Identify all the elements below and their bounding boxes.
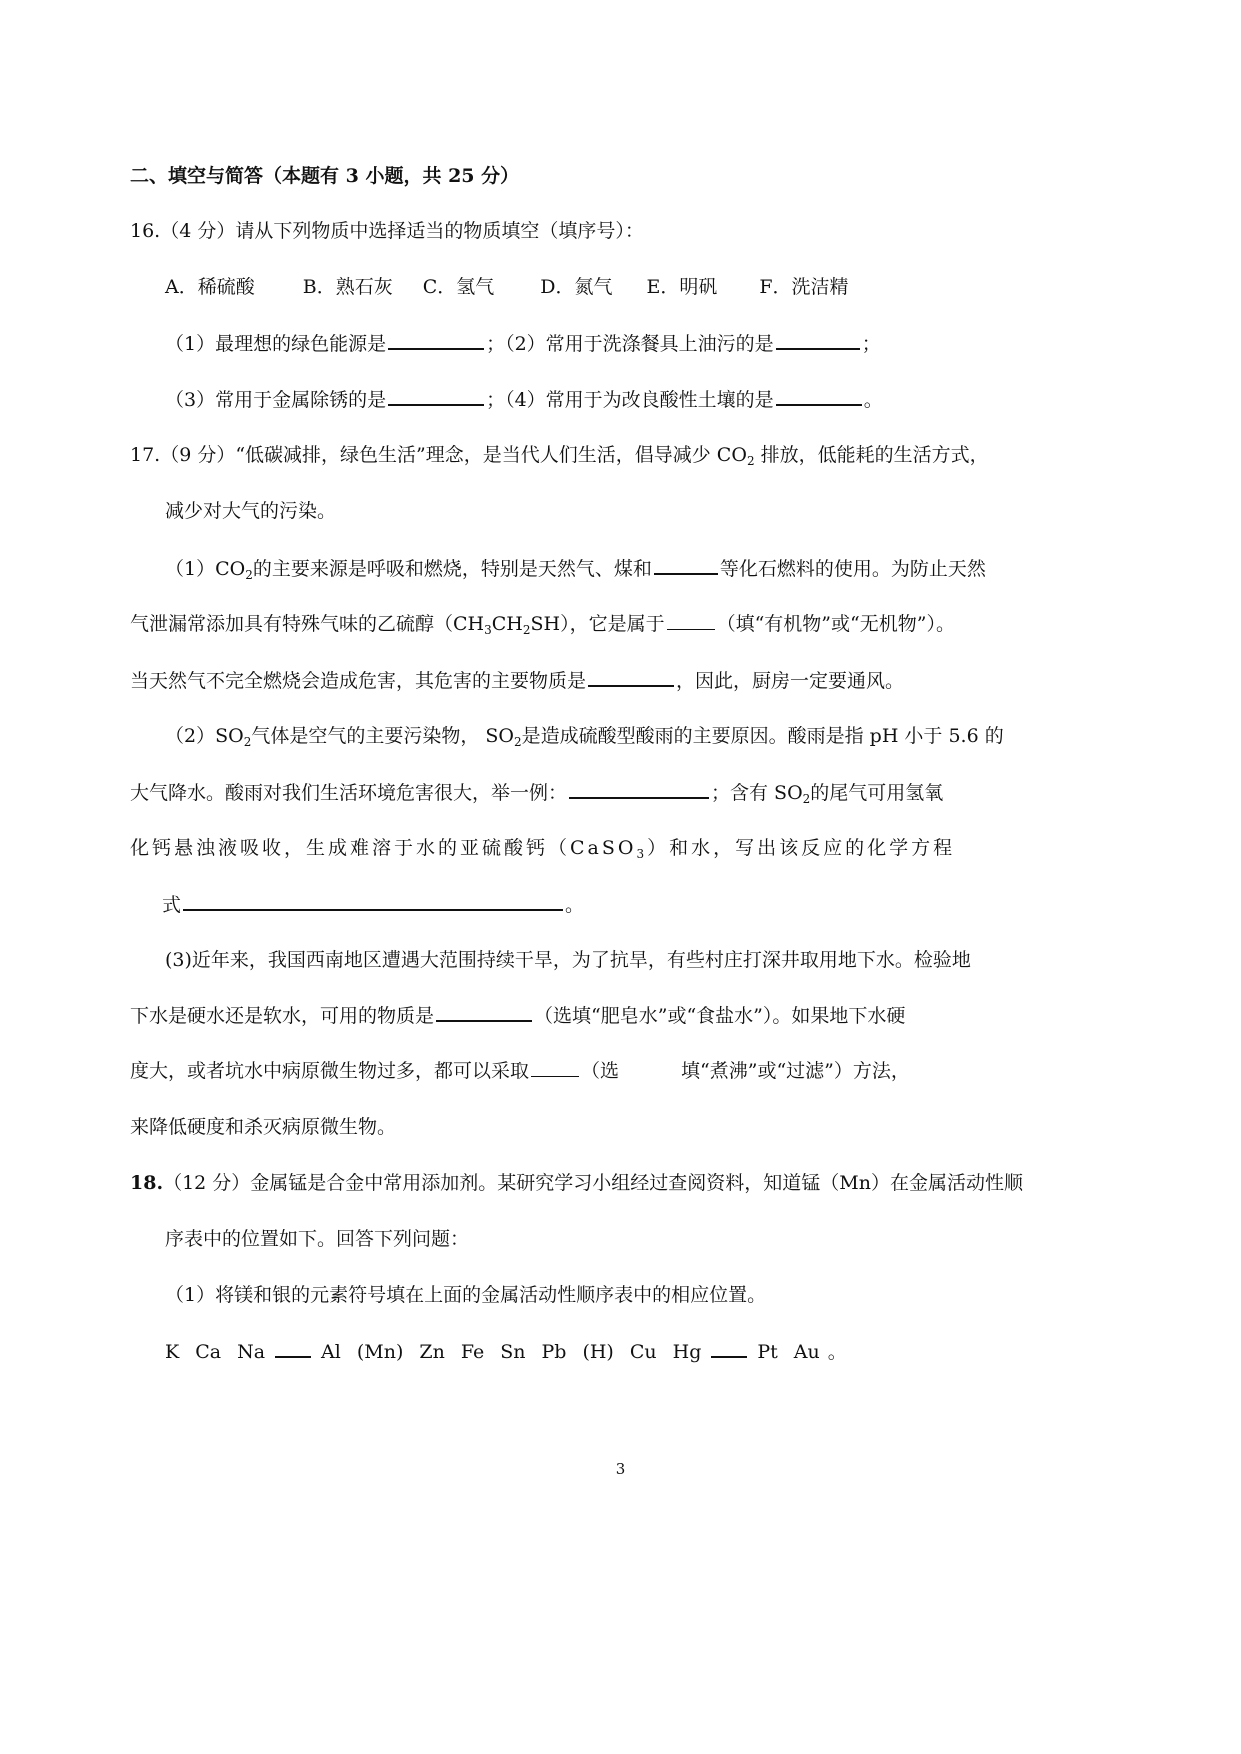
element-zn: Zn [419,1341,445,1363]
q16-line1-end: ； [861,333,881,355]
q17-p2-line-2 [130,779,943,812]
q17-p3-line-1: (3)近年来，我国西南地区遭遇大范围持续干旱，为了抗旱，有些村庄打深井取用地下水。检验地 [165,949,971,971]
text: 的主要来源是呼吸和燃烧，特别是天然气、煤和 [252,558,652,580]
text: 气泄漏常添加具有特殊气味的乙硫醇（CH [130,613,485,635]
subscript: 2 [802,792,811,806]
q18-number: 18. [130,1172,164,1194]
q16-blank-4[interactable] [776,386,862,406]
text: ，因此，厨房一定要通风。 [676,670,905,692]
q18-stem-cont: 序表中的位置如下。回答下列问题： [165,1228,470,1250]
element-h: (H) [582,1341,614,1363]
element-ca: Ca [195,1341,222,1363]
q16-part1-text: （1）最理想的绿色能源是 [165,333,387,355]
q17-blank-5[interactable] [183,891,563,911]
text: 当天然气不完全燃烧会造成危害，其危害的主要物质是 [130,670,587,692]
q16-option-c: C．氢气 [422,276,495,298]
subscript: 2 [513,735,522,749]
text: 度大，或者坑水中病原微生物过多，都可以采取 [130,1060,530,1082]
q16-option-d: D．氮气 [540,276,613,298]
q16-blank-3[interactable] [388,386,484,406]
text: 下水是硬水还是软水，可用的物质是 [130,1005,435,1027]
text: 是造成硫酸型酸雨的主要原因。酸雨是指 pH 小于 5.6 的 [521,725,1004,747]
text: CH [491,613,523,635]
subscript: 2 [245,568,253,582]
section-heading: 二、填空与简答（本题有 3 小题，共 25 分） [130,165,520,187]
q17-p2-line-3 [130,835,955,867]
series-end: 。 [827,1341,847,1363]
text: （1）CO [165,558,246,580]
activity-series [165,1338,847,1365]
text: 大气降水。酸雨对我们生活环境危害很大，举一例： [130,782,568,804]
text: （2）SO [165,725,244,747]
q16-line-2 [165,386,883,413]
q18-stem-text: （12 分）金属锰是合金中常用添加剂。某研究学习小组经过查阅资料，知道锰（Mn）在金属活动性顺 [163,1172,1023,1194]
q17-blank-3[interactable] [588,667,674,687]
q17-blank-7[interactable] [531,1058,579,1077]
q17-p3-line-2 [130,1002,905,1029]
text: 的尾气可用氢氧 [810,782,944,804]
element-pb: Pb [541,1341,567,1363]
subscript: 2 [243,735,252,749]
text: 等化石燃料的使用。为防止天然 [719,558,986,580]
element-na: Na [237,1341,266,1363]
text: 化钙悬浊液吸收，生成难溶于水的亚硫酸钙（CaSO [130,837,637,859]
q17-stem-text-2: 排放，低能耗的生活方式， [754,444,989,466]
q16-option-e: E．明矾 [646,276,718,298]
q17-subscript: 2 [746,454,755,468]
q17-blank-4[interactable] [569,779,709,799]
q17-p3-line-4: 来降低硬度和杀灭病原微生物。 [130,1116,397,1138]
element-cu: Cu [629,1341,657,1363]
subscript: 3 [636,847,648,861]
text: 气体是空气的主要污染物， SO [251,725,514,747]
subscript: 3 [484,623,492,637]
text: 。 [565,894,585,916]
q16-line2-end: 。 [863,389,883,411]
element-hg: Hg [672,1341,702,1363]
q16-part4-text: ；（4）常用于为改良酸性土壤的是 [486,389,774,411]
element-pt: Pt [757,1341,778,1363]
text: ）和水，写出该反应的化学方程 [647,837,956,859]
q18-part-1: （1）将镁和银的元素符号填在上面的金属活动性顺序表中的相应位置。 [165,1284,767,1306]
q16-blank-2[interactable] [776,330,860,350]
q18-stem [130,1170,1023,1196]
q16-stem: 16.（4 分）请从下列物质中选择适当的物质填空（填序号）： [130,220,644,242]
element-au: Au [793,1341,820,1363]
q16-option-a: A．稀硫酸 [165,276,255,298]
text: 填“煮沸”或“过滤”）方法， [681,1060,910,1082]
element-sn: Sn [500,1341,526,1363]
q16-line-1 [165,330,881,357]
text: （填“有机物”或“无机物”）。 [716,613,955,635]
q16-part3-text: （3）常用于金属除锈的是 [165,389,387,411]
q16-option-f: F．洗洁精 [759,276,849,298]
q17-p1-line-1 [165,555,986,588]
text: ；含有 SO [711,782,803,804]
text: 式 [162,894,182,916]
text: （选 [581,1060,620,1082]
q17-blank-2[interactable] [667,611,715,630]
element-k: K [165,1341,180,1363]
q17-stem [130,442,989,474]
q17-stem-cont: 减少对大气的污染。 [165,500,337,522]
q16-part2-text: ；（2）常用于洗涤餐具上油污的是 [486,333,774,355]
page-number: 3 [615,1460,626,1478]
q17-blank-1[interactable] [654,555,718,575]
q16-options [165,274,849,300]
element-mn: (Mn) [356,1341,404,1363]
series-blank-ag[interactable] [711,1338,747,1358]
q17-p1-line-2 [130,611,955,643]
q17-stem-text: 17.（9 分）“低碳减排，绿色生活”理念，是当代人们生活，倡导减少 CO [130,444,747,466]
q16-blank-1[interactable] [388,330,484,350]
q16-option-b: B．熟石灰 [302,276,393,298]
q17-p3-line-3 [130,1058,910,1084]
q17-p1-line-3 [130,667,904,694]
text: SH），它是属于 [530,613,665,635]
series-blank-mg[interactable] [275,1338,311,1358]
q17-p2-line-1 [165,723,1004,755]
element-al: Al [321,1341,341,1363]
element-fe: Fe [460,1341,485,1363]
subscript: 2 [522,623,531,637]
q17-p2-line-4 [162,891,584,918]
q17-blank-6[interactable] [436,1002,532,1022]
text: （选填“肥皂水”或“食盐水”）。如果地下水硬 [534,1005,906,1027]
